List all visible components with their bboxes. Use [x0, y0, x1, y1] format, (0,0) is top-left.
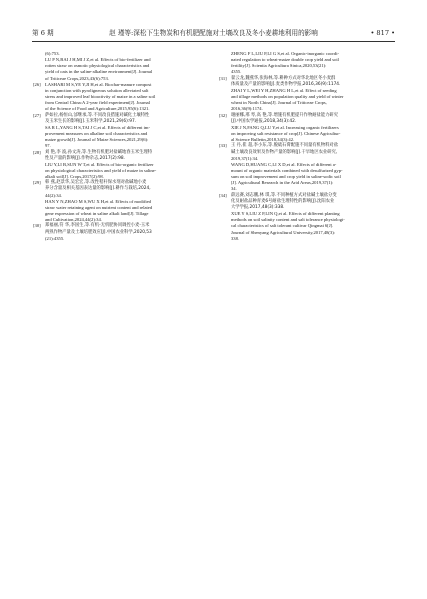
reference-line: 体质量及产量的影响[J].麦类作物学报,2016,36(9):1174.: [231, 81, 341, 87]
reference-line: SA R L,YANG H S,TAI J C,et al. Effects of different im-: [45, 124, 150, 130]
reference-entry: [33, 113, 208, 150]
reference-line: stress and improved leaf bioactivity of maize in a saline soil: [45, 94, 156, 100]
reference-line: (21):4355.: [45, 235, 65, 241]
header-rule: [32, 41, 395, 42]
reference-line: ZHENG F L,LIU P,LI G S,et al. Organic-inorganic coordi-: [231, 51, 340, 56]
reference-line: LIU Y,LI B,SUN W T,et al. Effects of bio-organic fertilizer: [45, 161, 154, 167]
reference-line: mount of organic materials combined with desulfurized gyp-: [231, 167, 343, 173]
reference-line: 及玉米生长的影响[J].玉米科学,2021,29(6):97.: [45, 118, 137, 124]
reference-line: 34.: [231, 186, 237, 192]
reference-entry: [33, 223, 208, 241]
reference-line: of Triticeae Crops,2023,43(6):753.: [45, 75, 109, 81]
reference-number: [30]: [33, 223, 41, 229]
reference-line: methods on soil salinity content and salt tolerance physiologi-: [231, 217, 345, 223]
page-number: • 817 •: [370, 29, 395, 37]
reference-line: and Cultivation,2024,44(2):34.: [45, 217, 102, 223]
reference-line: alkali soil[J]. Crops,2017(2):98.: [45, 174, 104, 180]
reference-line: yield of oats in the saline-alkaline environment[J]. Journal: [45, 69, 153, 75]
reference-line: (6):753.: [45, 51, 60, 56]
reference-line: [J].中国农学通报,2018,34(3):42.: [231, 118, 297, 124]
reference-line: 44(2):34.: [45, 192, 62, 198]
running-title: 赵 瑾等:深松下生物炭和有机肥配施对土壤改良及冬小麦耕地利用的影响: [109, 29, 318, 37]
reference-line: fertility[J]. Scientia Agricultura Sinica,2020,53(21):: [231, 63, 327, 69]
reference-line: nated regulation to wheat-maize double crop yield and soil: [231, 57, 339, 63]
reference-entry: [33, 150, 208, 181]
reference-number: [34]: [219, 192, 227, 198]
reference-line: 谢丽娜,邢 琴,高 艳,等.增施有机肥提升作物耐盐能力研究: [231, 112, 339, 118]
reference-line: wheat in North China[J]. Journal of Triticeae Crops,: [231, 100, 327, 106]
reference-entry: [33, 180, 208, 223]
reference-line: 碱土壤改良效果及作物产量的影响[J].干旱地区农业研究,: [231, 149, 338, 155]
reference-number: [29]: [33, 180, 41, 186]
reference-line: LASHARI M S,YE Y,JI H,et al. Biochar-manure compost: [45, 81, 152, 87]
reference-line: from Central China:A 2-year field experiment[J]. Journal: [45, 100, 150, 106]
reference-column-right: [219, 51, 394, 242]
reference-line: sum on soil improvement and crop yield in saline-sodic soil: [231, 174, 341, 180]
reference-number: [27]: [33, 112, 41, 118]
reference-line: 大学学报,2017,48(3):338.: [231, 204, 285, 210]
reference-line: on improving salt resistance of crop[J]. Chinese Agricultur-: [231, 131, 341, 137]
reference-line: 薛远赛,刘志鹏,林 琪,等.不同种植方式对盐碱土壤盐分变: [231, 192, 337, 198]
reference-line: rotten straw on osmotic physiological characteristics and: [45, 63, 150, 69]
reference-line: ZHAI Y L,WEI Y H,ZHANG H L,et al. Effect of seeding: [231, 87, 337, 93]
reference-line: 性及产量的影响[J].作物杂志,2017(2):98.: [45, 155, 125, 161]
reference-entry: [33, 51, 208, 82]
reference-line: and tillage methods on population quality and yield of winter: [231, 94, 344, 100]
reference-line: 郑福丽,符 华,李国生,等.有机-无机肥协同调控小麦-玉米: [45, 223, 150, 229]
reference-line: 两熟作物产量及土壤培肥效应[J].中国农业科学,2020,53: [45, 229, 152, 235]
reference-number: [31]: [219, 75, 227, 81]
reference-line: WANG D,HUANG C,LI X D,et al. Effects of different a-: [231, 161, 337, 167]
reference-line: 韩 燕,赵景华,吴宏宏,等.改性秸秆保水剂对盐碱地小麦: [45, 180, 147, 186]
reference-line: 化及耐盐品种青麦6号耐盐生理特性的影响[J].沈阳农业: [231, 198, 335, 204]
reference-line: 萨如拉,杨恒山,邰继承,等.不同改良措施对碱化土壤特性: [45, 112, 150, 118]
reference-number: [33]: [219, 143, 227, 149]
reference-line: of the Science of Food and Agriculture,2015,95(6):1321.: [45, 106, 150, 112]
reference-entry: [219, 51, 394, 76]
reference-line: provement measures on alkaline soil characteristics and: [45, 131, 148, 137]
reference-line: 刘 艳,李 波,孙文涛,等.生物有机肥对盐碱地春玉米生理特: [45, 149, 153, 155]
reference-number: [26]: [33, 81, 41, 87]
reference-entry: [219, 143, 394, 192]
reference-line: HAN Y N,ZHAO M S,WU X H,et al. Effects of modified: [45, 198, 151, 204]
reference-line: XIE J N,FANG Q,LU Y,et al. Increasing organic fertilizers: [231, 124, 339, 130]
reference-line: on physiological characteristics and yield of maize in saline-: [45, 167, 157, 173]
reference-line: 翟云龙,魏燕华,张海林,等.耕种方式对华北地区冬小麦群: [231, 75, 336, 81]
reference-number: [28]: [33, 149, 41, 155]
reference-entry: [219, 193, 394, 242]
reference-entry: [219, 76, 394, 113]
reference-number: [32]: [219, 112, 227, 118]
reference-line: XUE Y S,LIU Z P,LIN Q,et al. Effects of different planting: [231, 211, 340, 217]
reference-line: gene expression of wheat in saline alkali land[J]. Tillage: [45, 211, 149, 217]
reference-line: straw water retaining agent on nutrient content and related: [45, 204, 153, 210]
reference-line: 97.: [45, 143, 51, 149]
reference-line: 2016,36(9):1174.: [231, 106, 263, 112]
reference-entry: [219, 113, 394, 144]
reference-line: [J]. Agricultural Research in the Arid Areas,2019,37(1):: [231, 180, 334, 186]
reference-line: al Science Bulletin,2018,34(3):42.: [231, 137, 295, 143]
issue-number: 第 6 期: [32, 29, 54, 37]
page-header: [32, 26, 395, 40]
reference-column-left: [33, 51, 208, 242]
reference-line: 4355.: [231, 69, 242, 75]
reference-line: 338.: [231, 235, 240, 241]
reference-line: LU P N,BAI J H,MI J Z,et al. Effects of bio-fertilizer and: [45, 57, 151, 63]
reference-line: cal characteristics of salt tolerant cultivar Qingmai 6[J].: [231, 223, 334, 229]
reference-line: maize growth[J]. Journal of Maize Sciences,2021,29(6):: [45, 137, 149, 143]
reference-line: 养分含量及相关基因表达量的影响[J].耕作与栽培,2024,: [45, 186, 151, 192]
reference-line: in conjunction with pyroligneous solution alleviated salt: [45, 87, 149, 93]
reference-line: 王 丹,崔 超,李小东,等.脱硫石膏配施不同量有机物料对盐: [231, 143, 339, 149]
reference-line: 2019,37(1):34.: [231, 155, 259, 161]
reference-line: Journal of Shenyang Agricultural University,2017,48(3):: [231, 229, 336, 235]
reference-entry: [33, 82, 208, 113]
